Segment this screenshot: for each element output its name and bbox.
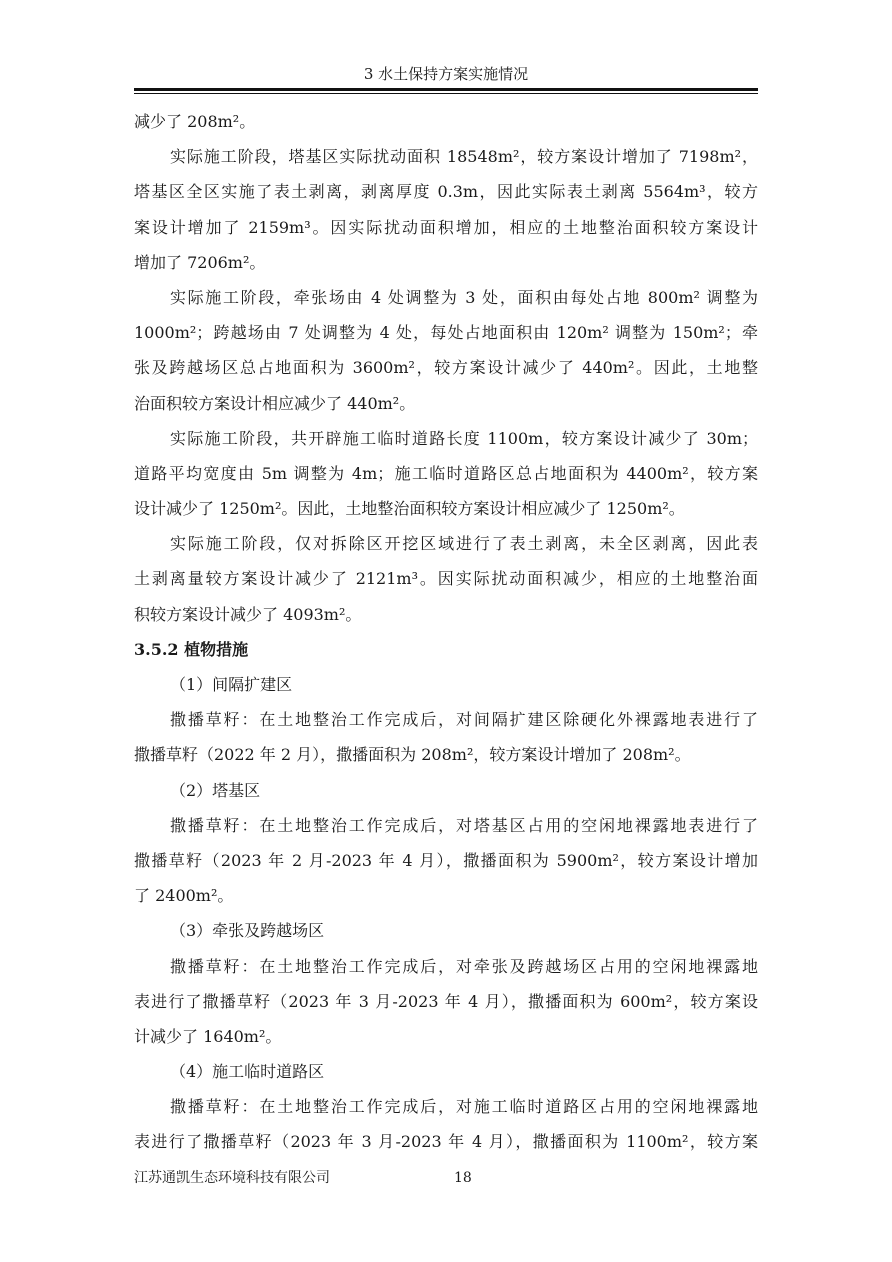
text-line: 表进行了撒播草籽（2023 年 3 月-2023 年 4 月），撒播面积为 1100m²，较方案: [134, 1132, 758, 1152]
text-line: 实际施工阶段，塔基区实际扰动面积 18548m²，较方案设计增加了 7198m²，: [170, 147, 758, 167]
running-header: 3 水土保持方案实施情况: [363, 65, 529, 83]
text-line: 塔基区全区实施了表土剥离，剥离厚度 0.3m，因此实际表土剥离 5564m³，较方: [134, 182, 758, 202]
document-body: [134, 104, 758, 1160]
footer-company-name: 江苏通凯生态环境科技有限公司: [134, 1170, 330, 1186]
text-line: 1000m²；跨越场由 7 处调整为 4 处，每处占地面积由 120m² 调整为 150m²；牵: [134, 323, 758, 343]
text-line: 撒播草籽：在土地整治工作完成后，对塔基区占用的空闲地裸露地表进行了: [170, 815, 758, 835]
page-footer: [134, 1168, 758, 1188]
text-line: 积较方案设计减少了 4093m²。: [134, 604, 362, 624]
text-line: 撒播草籽：在土地整治工作完成后，对间隔扩建区除硬化外裸露地表进行了: [170, 710, 758, 730]
text-line: （2）塔基区: [170, 780, 261, 800]
text-line: 表进行了撒播草籽（2023 年 3 月-2023 年 4 月），撒播面积为 600m²，较方案设: [134, 991, 758, 1011]
text-line: （1）间隔扩建区: [170, 675, 293, 694]
text-line: 治面积较方案设计相应减少了 440m²。: [134, 393, 416, 413]
text-line: 实际施工阶段，共开辟施工临时道路长度 1100m，较方案设计减少了 30m；: [170, 428, 758, 448]
text-line: （3）牵张及跨越场区: [170, 921, 325, 941]
text-line: 撒播草籽（2023 年 2 月-2023 年 4 月），撒播面积为 5900m²，较方案设计增加: [134, 850, 758, 870]
header-rule-thick: [134, 88, 758, 91]
text-line: 张及跨越场区总占地面积为 3600m²，较方案设计减少了 440m²。因此，土地整: [134, 358, 758, 378]
text-line: 撒播草籽（2022 年 2 月），撒播面积为 208m²，较方案设计增加了 208m²。: [134, 745, 691, 765]
text-line: 土剥离量较方案设计减少了 2121m³。因实际扰动面积减少，相应的土地整治面: [134, 569, 758, 589]
text-line: 设计减少了 1250m²。因此，土地整治面积较方案设计相应减少了 1250m²。: [134, 499, 685, 519]
text-line: 计减少了 1640m²。: [134, 1026, 282, 1046]
page-number: 18: [454, 1170, 472, 1186]
text-line: 减少了 208m²。: [134, 112, 256, 131]
section-heading: 3.5.2 植物措施: [134, 639, 249, 659]
text-line: 案设计增加了 2159m³。因实际扰动面积增加，相应的土地整治面积较方案设计: [134, 217, 758, 237]
header-rule-thin: [134, 93, 758, 94]
text-line: 实际施工阶段，牵张场由 4 处调整为 3 处，面积由每处占地 800m² 调整为: [170, 287, 758, 307]
text-line: 增加了 7206m²。: [134, 252, 266, 272]
text-line: 实际施工阶段，仅对拆除区开挖区域进行了表土剥离，未全区剥离，因此表: [170, 534, 758, 554]
text-line: 道路平均宽度由 5m 调整为 4m；施工临时道路区总占地面积为 4400m²，较方案: [134, 463, 758, 483]
text-line: 了 2400m²。: [134, 886, 234, 906]
text-line: 撒播草籽：在土地整治工作完成后，对施工临时道路区占用的空闲地裸露地: [170, 1097, 758, 1117]
text-line: 撒播草籽：在土地整治工作完成后，对牵张及跨越场区占用的空闲地裸露地: [170, 956, 758, 976]
text-line: （4）施工临时道路区: [170, 1062, 325, 1082]
